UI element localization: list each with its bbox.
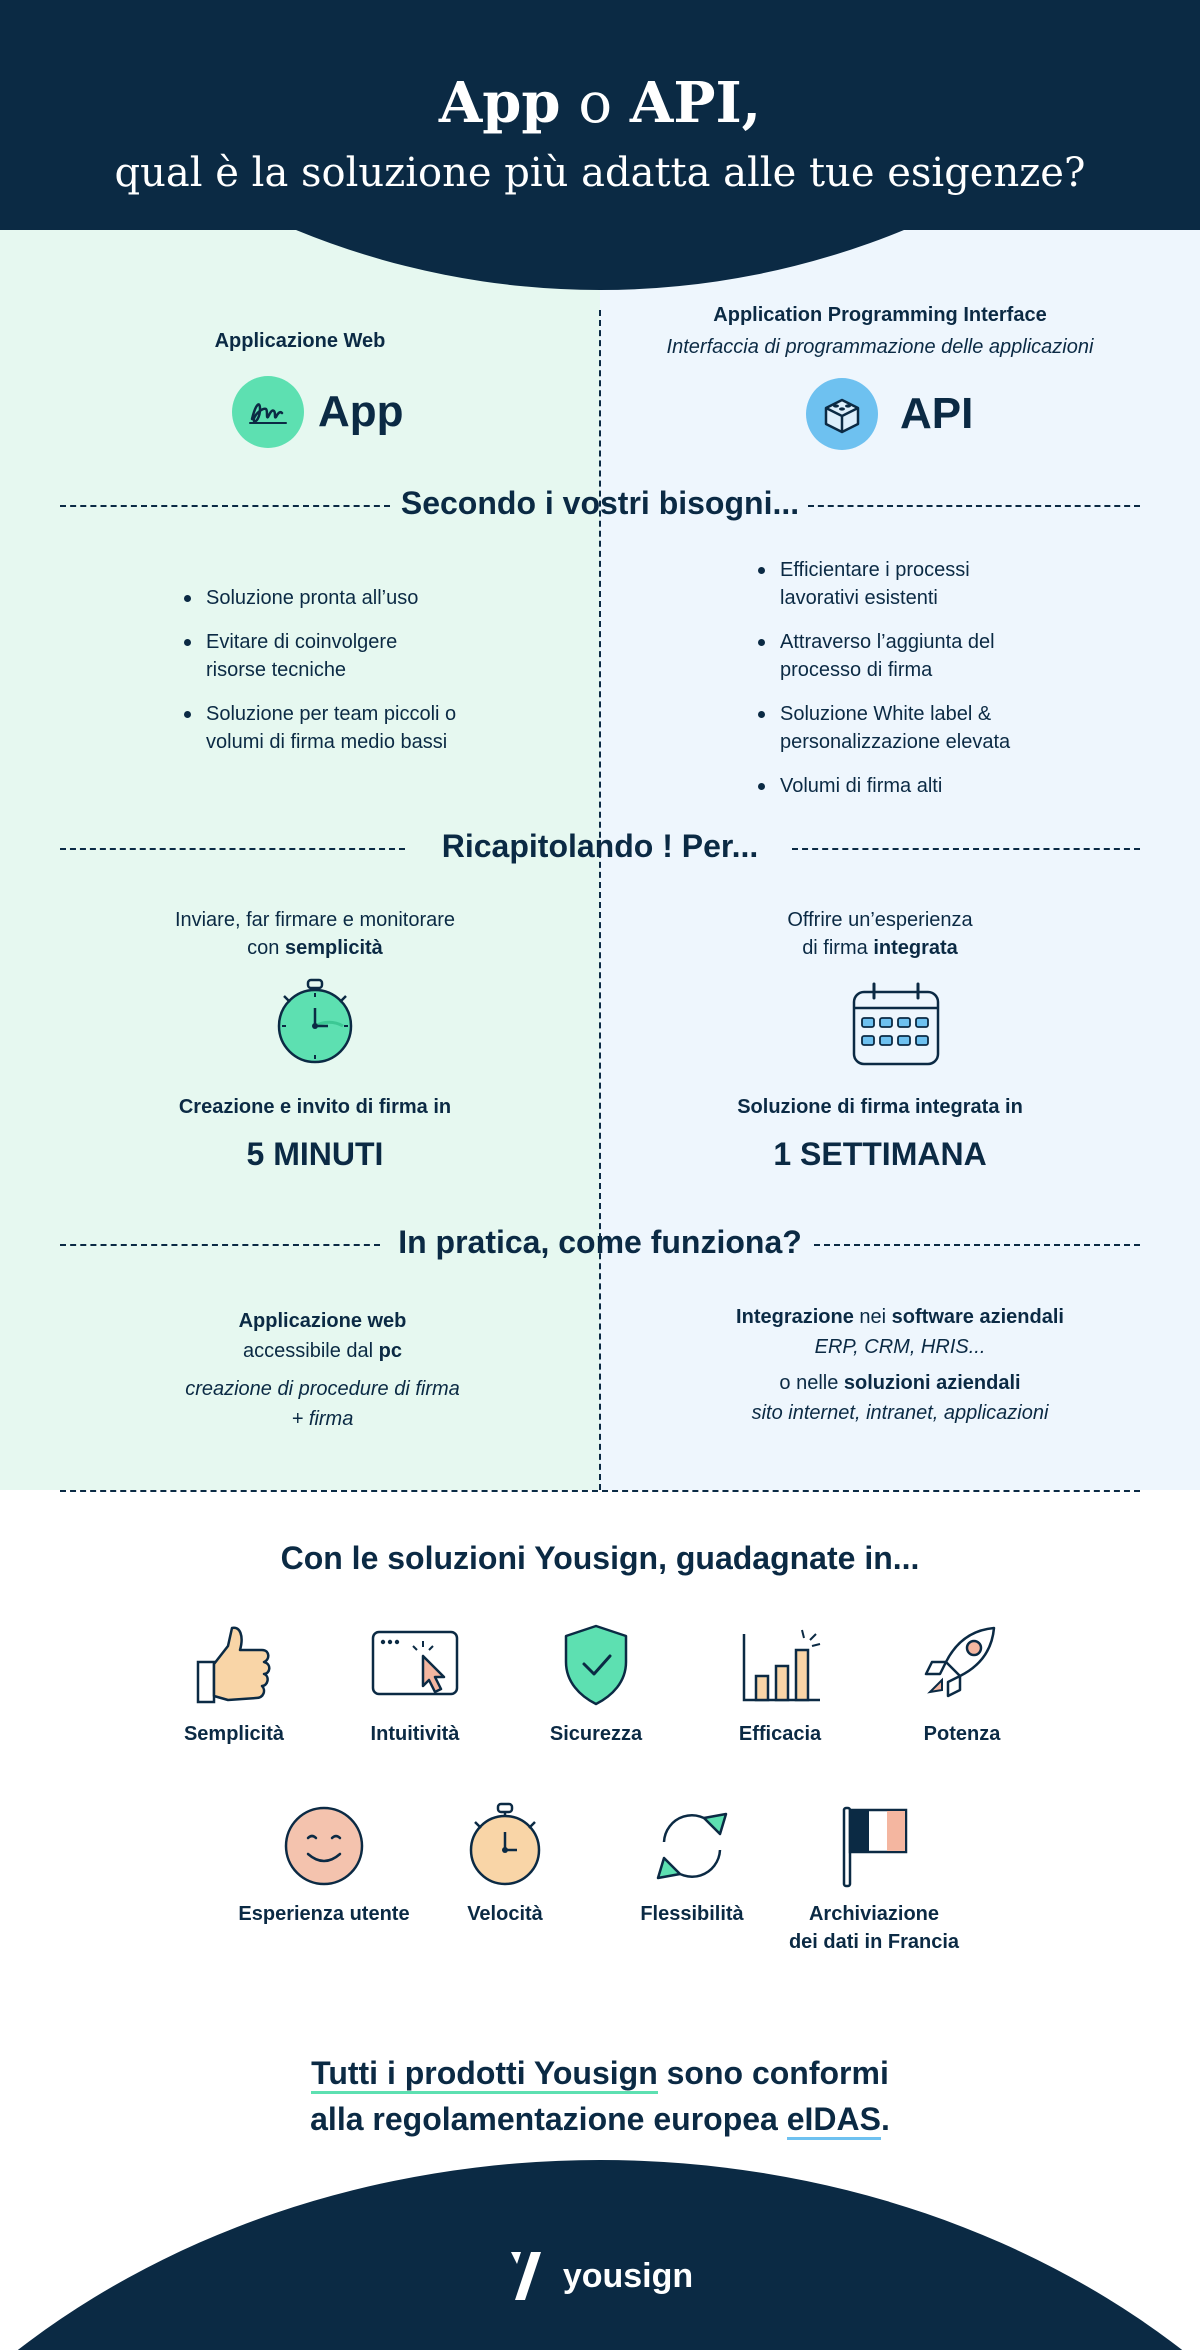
- page-title: App o API,: [438, 70, 762, 136]
- app-practice-text: Applicazione web accessibile dal pc creazione di procedure di firma + firma: [185, 1310, 460, 1430]
- refresh-icon: [642, 1800, 742, 1890]
- gain-security: Sicurezza: [506, 1620, 686, 1748]
- gain-user-experience: Esperienza utente: [234, 1800, 414, 1928]
- block-icon: [806, 378, 878, 450]
- eidas-quote: Tutti i prodotti Yousign sono conformi alla regolamentazione europea eIDAS.: [0, 2050, 1200, 2142]
- api-kind-label: Application Programming Interface: [713, 304, 1047, 326]
- recap-title: Ricapitolando ! Per...: [441, 828, 759, 864]
- gains-title: Con le soluzioni Yousign, guadagnate in...: [280, 1540, 920, 1576]
- list-item: Soluzione pronta all’uso: [182, 584, 522, 612]
- list-item: Attraverso l’aggiunta del processo di firma: [756, 628, 1026, 684]
- list-item: Evitare di coinvolgere risorse tecniche: [182, 628, 412, 684]
- page-subtitle: qual è la soluzione più adatta alle tue esigenze?: [114, 150, 1086, 196]
- gain-simplicity: Semplicità: [144, 1620, 324, 1748]
- app-logo: [232, 376, 404, 448]
- needs-title: Secondo i vostri bisogni...: [400, 485, 800, 521]
- api-recap-text: Offrire un’esperienza di firma integrata: [787, 909, 973, 959]
- api-practice-text: Integrazione nei software aziendali ERP, CRM, HRIS... o nelle soluzioni aziendali sito internet, intranet, applicazioni: [736, 1306, 1064, 1424]
- yousign-logo[interactable]: [0, 2250, 1200, 2302]
- app-recap-caption: Creazione e invito di firma in: [178, 1096, 452, 1118]
- stopwatch-icon: [455, 1800, 555, 1890]
- calendar-icon: [848, 980, 944, 1075]
- gain-intuitiveness: Intuitività: [325, 1620, 505, 1748]
- signature-icon: [232, 376, 304, 448]
- list-item: Soluzione per team piccoli o volumi di firma medio bassi: [182, 700, 502, 756]
- bar-chart-icon: [730, 1620, 830, 1710]
- api-word: API: [900, 389, 974, 438]
- app-kind-label: Applicazione Web: [214, 330, 386, 352]
- cursor-icon: [365, 1620, 465, 1710]
- gain-power: Potenza: [872, 1620, 1052, 1748]
- practice-title: In pratica, come funziona?: [398, 1224, 802, 1260]
- api-kind-sub: Interfaccia di programmazione delle applicazioni: [666, 336, 1094, 358]
- app-recap-text: Inviare, far firmare e monitorare con semplicità: [174, 909, 456, 959]
- yousign-mark-icon: [507, 2250, 547, 2302]
- gain-speed: Velocità: [415, 1800, 595, 1928]
- rocket-icon: [912, 1620, 1012, 1710]
- app-needs-list: [182, 584, 522, 772]
- api-recap-caption: Soluzione di firma integrata in: [737, 1096, 1023, 1118]
- thumbs-up-icon: [184, 1620, 284, 1710]
- list-item: Volumi di firma alti: [756, 772, 1076, 800]
- api-needs-list: [756, 556, 1076, 816]
- divider: [60, 1490, 1140, 1492]
- footer-band: [0, 2120, 1200, 2350]
- gain-flexibility: Flessibilità: [602, 1800, 782, 1928]
- brand-name: yousign: [562, 2256, 694, 2295]
- app-recap-time: 5 MINUTI: [246, 1136, 384, 1172]
- shield-icon: [546, 1620, 646, 1710]
- stopwatch-icon: [270, 976, 360, 1073]
- france-flag-icon: [824, 1800, 924, 1890]
- app-word: App: [318, 387, 404, 436]
- smiley-icon: [274, 1800, 374, 1890]
- gain-data-storage-france: Archiviazione dei dati in Francia: [784, 1800, 964, 1956]
- api-recap-time: 1 SETTIMANA: [773, 1136, 987, 1172]
- api-logo: [806, 378, 973, 450]
- list-item: Efficientare i processi lavorativi esistenti: [756, 556, 996, 612]
- gain-efficacy: Efficacia: [690, 1620, 870, 1748]
- list-item: Soluzione White label & personalizzazione elevata: [756, 700, 1056, 756]
